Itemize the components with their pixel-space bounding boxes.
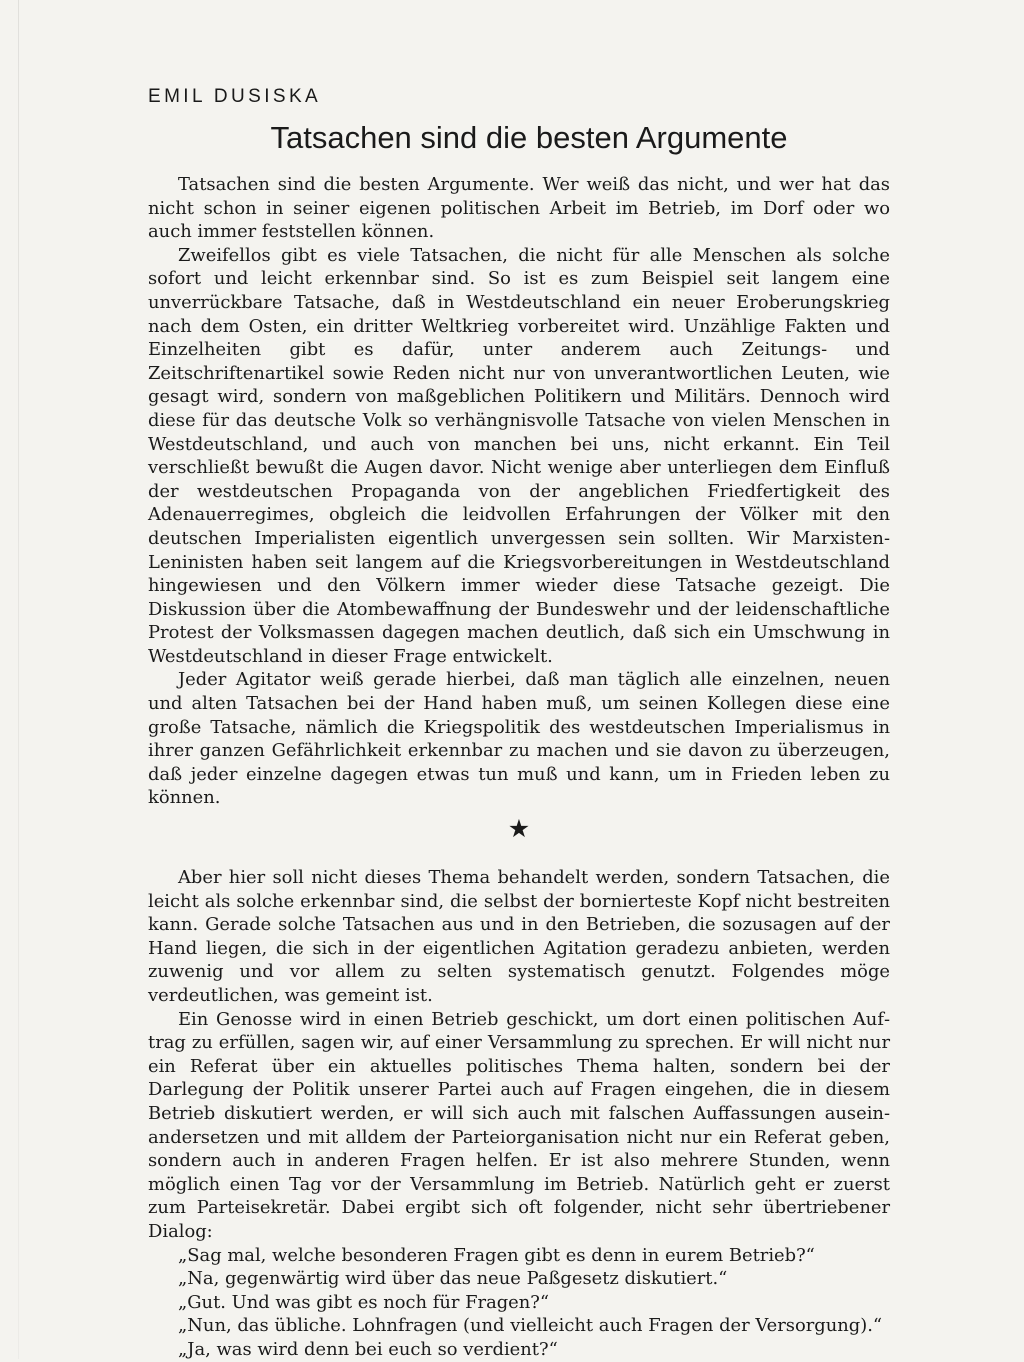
dialogue-block: [148, 1244, 890, 1362]
paragraph-4: Aber hier soll nicht dieses Thema behandelt werden, sondern Tatsachen, die leicht als solche erkennbar sind, die selbst der bornierteste Kopf nicht bestreiten kann. Gerade solche Tatsachen aus und in den Betrieben, die sozusagen auf der Hand liegen, die sich in der eigentlichen Agitation geradezu anbieten, werden zuwenig und vor allem zu selten systematisch genutzt. Folgendes möge verdeutlichen, was gemeint ist.: [148, 867, 890, 1006]
author-name: EMIL DUSISKA: [148, 86, 322, 107]
dialogue-line: „Gut. Und was gibt es noch für Fragen?“: [178, 1291, 550, 1313]
star-separator-icon: ★: [507, 814, 531, 844]
article-title: Tatsachen sind die besten Argumente: [270, 120, 788, 155]
dialogue-line: „Ja, was wird denn bei euch so verdient?“: [178, 1338, 558, 1360]
paragraph-5: Ein Genosse wird in einen Betrieb geschickt, um dort einen politischen Auftrag zu erfüllen, sagen wir, auf einer Versammlung zu sprechen. Er will nicht nur ein Referat über ein aktuelles politisches Thema halten, sondern bei der Darlegung der Politik unserer Partei auch auf Fragen eingehen, die in diesem Betrieb diskutiert werden, er will sich auch mit falschen Auffassungen auseinandersetzen und mit alldem der Parteiorganisation nicht nur ein Referat geben, sondern auch in anderen Fragen helfen. Er ist also mehrere Stunden, wenn möglich einen Tag vor der Versammlung im Betrieb. Natürlich geht er zuerst zum Parteisekretär. Dabei ergibt sich oft folgender, nicht sehr übertriebener Dialog:: [148, 1008, 890, 1242]
document-page: [148, 86, 890, 1362]
dialogue-line: „Sag mal, welche besonderen Fragen gibt es denn in eurem Betrieb?“: [178, 1244, 815, 1266]
scan-edge: [18, 0, 19, 1359]
dialogue-line: „Na, gegenwärtig wird über das neue Paßgesetz diskutiert.“: [178, 1268, 728, 1290]
paragraph-2: Zweifellos gibt es viele Tatsachen, die nicht für alle Menschen als solche sofort und leicht erkennbar sind. So ist es zum Beispiel seit langem eine unverrückbare Tatsache, daß in Westdeutschland ein neuer Eroberungskrieg nach dem Osten, ein dritter Weltkrieg vorbereitet wird. Unzählige Fakten und Einzelheiten gibt es dafür, unter anderem auch Zeitungs- und Zeitschriftenartikel sowie Reden nicht nur von unverantwortlichen Leuten, wie gesagt wird, sondern von maßgeblichen Politikern und Militärs. Dennoch wird diese für das deutsche Volk so verhängnisvolle Tatsache von vielen Menschen in Westdeutschland, und auch von manchen bei uns, nicht erkannt. Ein Teil verschließt bewußt die Augen davor. Nicht wenige aber unterliegen dem Einfluß der westdeutschen Propaganda von der angeblichen Friedfertigkeit des Adenauerregimes, obgleich die leidvollen Erfahrungen der Völker mit den deutschen Imperialisten eigentlich unvergessen sein sollten. Wir Marxisten-Leninisten haben seit langem auf die Kriegsvorbereitungen in Westdeutschland hingewiesen und den Völkern immer wieder diese Tatsache gezeigt. Die Diskussion über die Atombewaffnung der Bundeswehr und der leidenschaftliche Protest der Volksmassen dagegen machen deutlich, daß sich ein Umschwung in Westdeutschland in dieser Frage entwickelt.: [148, 244, 890, 667]
paragraph-3: Jeder Agitator weiß gerade hierbei, daß man täglich alle einzelnen, neuen und alten Tatsachen bei der Hand haben muß, um seinen Kollegen diese eine große Tatsache, nämlich die Kriegspolitik des westdeutschen Imperialismus in ihrer ganzen Gefährlichkeit erkennbar zu machen und sie davon zu überzeugen, daß jeder einzelne dagegen etwas tun muß und kann, um in Frieden leben zu können.: [148, 669, 890, 809]
paragraph-1: Tatsachen sind die besten Argumente. Wer weiß das nicht, und wer hat das nicht schon in seiner eigenen politischen Arbeit im Betrieb, im Dorf oder wo auch immer feststellen können.: [148, 174, 890, 243]
dialogue-line: „Nun, das übliche. Lohnfragen (und vielleicht auch Fragen der Versorgung).“: [178, 1315, 883, 1337]
